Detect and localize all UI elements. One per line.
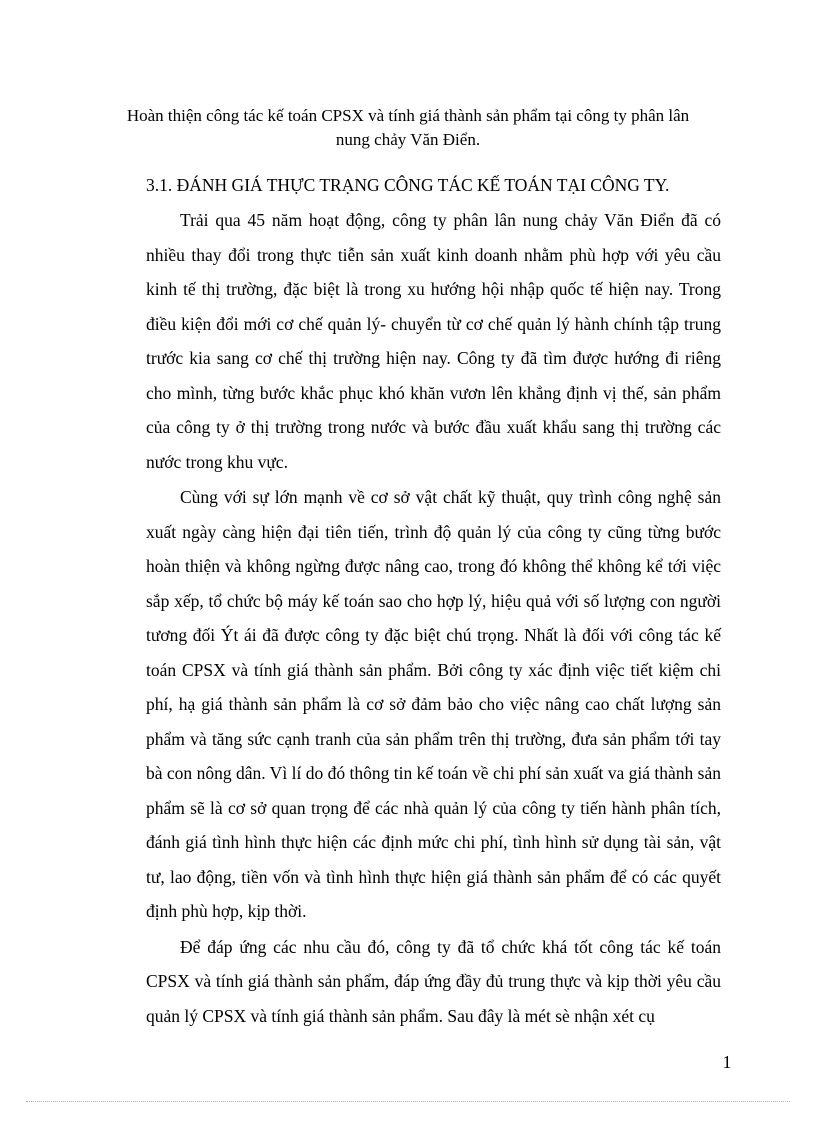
paragraph: Trải qua 45 năm hoạt động, công ty phân lân nung chảy Văn Điển đã có nhiều thay đổi trong thực tiễn sản xuất kinh doanh nhằm phù hợp với yêu cầu kinh tế thị trường, đặc biệt là trong xu hướng hội nhập quốc tế hiện nay. Trong điều kiện đổi mới cơ chế quản lý- chuyển từ cơ chế quản lý hành chính tập trung trước kia sang cơ chế thị trường hiện nay. Công ty đã tìm được hướng đi riêng cho mình, từng bước khắc phục khó khăn vươn lên khẳng định vị thế, sản phẩm của công ty ở thị trường trong nước và bước đầu xuất khẩu sang thị trường các nước trong khu vực. xyxy=(146,210,721,472)
paragraph: Để đáp ứng các nhu cầu đó, công ty đã tổ chức khá tốt công tác kế toán CPSX và tính giá thành sản phẩm, đáp ứng đầy đủ trung thực và kịp thời yêu cầu quản lý CPSX và tính giá thành sản phẩm. Sau đây là mét sè nhận xét cụ xyxy=(146,936,721,1026)
page-number: 1 xyxy=(722,1052,732,1072)
body-text xyxy=(146,203,721,1033)
paragraph: Cùng với sự lớn mạnh về cơ sở vật chất kỹ thuật, quy trình công nghệ sản xuất ngày càng hiện đại tiên tiến, trình độ quản lý của công ty cũng từng bước hoàn thiện và không ngừng được nâng cao, trong đó không thể không kể tới việc sắp xếp, tổ chức bộ máy kế toán sao cho hợp lý, hiệu quả với số lượng con người tương đối Ýt ái đã được công ty đặc biệt chú trọng. Nhất là đối với công tác kế toán CPSX và tính giá thành sản phẩm. Bởi công ty xác định việc tiết kiệm chi phí, hạ giá thành sản phẩm là cơ sở đảm bảo cho việc nâng cao chất lượng sản phẩm và tăng sức cạnh tranh của sản phẩm trên thị trường, đưa sản phẩm tới tay bà con nông dân. Vì lí do đó thông tin kế toán về chi phí sản xuất va giá thành sản phẩm sẽ là cơ sở quan trọng để các nhà quản lý của công ty tiến hành phân tích, đánh giá tình hình thực hiện các định mức chi phí, tình hình sử dụng tài sản, vật tư, lao động, tiền vốn và tình hình thực hiện giá thành sản phẩm để có các quyết định phù hợp, kịp thời. xyxy=(146,487,721,921)
document-title: Hoàn thiện công tác kế toán CPSX và tính giá thành sản phẩm tại công ty phân lân nung chảy Văn Điển. xyxy=(126,106,690,149)
page-bottom-divider xyxy=(26,1101,790,1102)
section-heading: 3.1. ĐÁNH GIÁ THỰC TRẠNG CÔNG TÁC KẾ TOÁN TẠI CÔNG TY. xyxy=(146,175,670,195)
